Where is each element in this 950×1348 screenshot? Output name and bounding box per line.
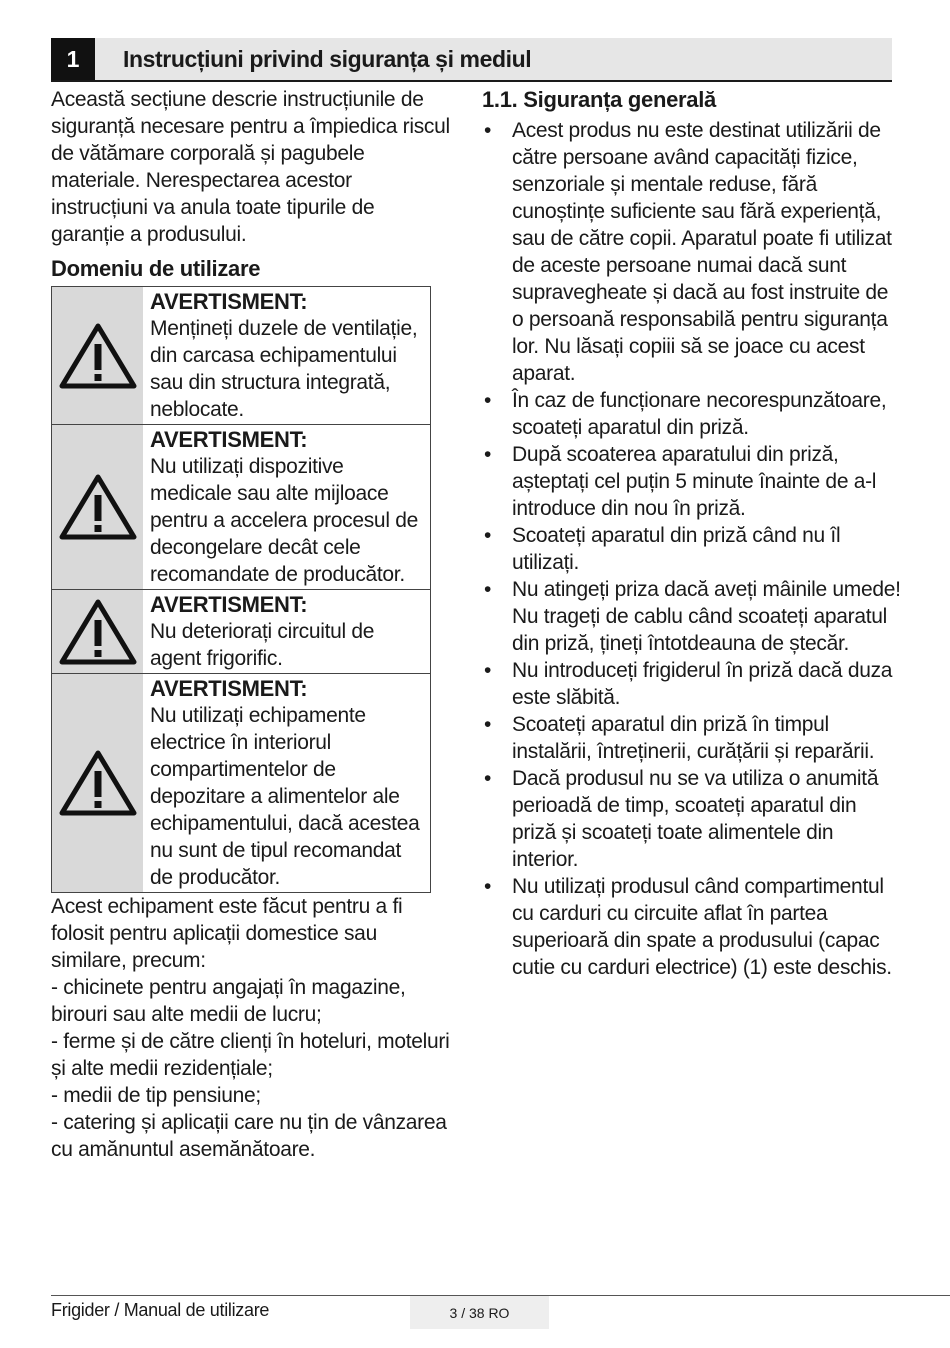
- warning-row: [52, 589, 430, 673]
- warning-text: Nu deteriorați circuitul de agent frigorific.: [150, 620, 375, 670]
- warning-row: [52, 424, 430, 589]
- warning-triangle-icon: [59, 749, 137, 817]
- safety-bullet-list: [482, 117, 902, 981]
- warning-text: Mențineți duzele de ventilație, din carcasa echipamentului sau din structura integrată, neblocate.: [150, 317, 418, 421]
- warning-label: AVERTISMENT:: [150, 592, 308, 617]
- intro-paragraph: Această secțiune descrie instrucțiunile de siguranță necesare pentru a împiedica riscul de vătămare corporală și pagubele materiale. Nerespectarea acestor instrucțiuni va anula toate tipurile de garanție a produsului.: [51, 88, 450, 246]
- warning-row: [52, 673, 430, 892]
- usage-item: - chicinete pentru angajați în magazine, birouri sau alte medii de lucru;: [51, 976, 406, 1026]
- list-item: • Acest produs nu este destinat utilizării de către persoane având capacități fizice, senzoriale și mentale reduse, fără cunoștințe suficiente sau fără experiență, sau de către copii. Aparatul poate fi utilizat de aceste persoane numai dacă sunt supravegheate și dacă au fost instruite de o persoană responsabilă pentru siguranța lor. Nu lăsați copiii să se joace cu acest aparat.: [484, 119, 892, 385]
- list-item: • După scoaterea aparatului din priză, așteptați cel puțin 5 minute înainte de a-l introduce din nou în priză.: [484, 443, 877, 520]
- page-number: 3 / 38 RO: [410, 1296, 549, 1329]
- section-number: 1: [51, 38, 95, 80]
- warning-triangle-icon: [59, 473, 137, 541]
- section-header: [51, 38, 892, 82]
- warning-label: AVERTISMENT:: [150, 289, 308, 314]
- usage-text: Acest echipament este făcut pentru a fi folosit pentru aplicații domestice sau similare, precum:: [51, 895, 403, 972]
- footer-manual-title: Frigider / Manual de utilizare: [51, 1300, 270, 1320]
- bullet-icon: •: [484, 524, 492, 547]
- warning-triangle-icon: [59, 598, 137, 666]
- bullet-icon: •: [484, 443, 492, 466]
- general-safety-heading: 1.1. Siguranța generală: [482, 87, 716, 112]
- section-title: Instrucțiuni privind siguranța și mediul: [123, 46, 532, 72]
- left-column: [51, 86, 451, 1163]
- right-column: [482, 86, 902, 981]
- bullet-icon: •: [484, 389, 492, 412]
- warning-text: Nu utilizați dispozitive medicale sau alte mijloace pentru a accelera procesul de decongelare decât cele recomandate de producător.: [150, 455, 418, 586]
- list-item: • Nu atingeți priza dacă aveți mâinile umede! Nu trageți de cablu când scoateți aparatul din priză, țineți întotdeauna de ștecăr.: [484, 578, 901, 655]
- list-item: • Nu utilizați produsul când compartimentul cu carduri cu circuite aflat în partea superioară din spate a produsului (capac cutie cu carduri electrice) (1) este deschis.: [484, 875, 892, 979]
- usage-item: - ferme și de către clienți în hoteluri, moteluri și alte medii rezidențiale;: [51, 1030, 450, 1080]
- bullet-icon: •: [484, 119, 492, 142]
- list-item: • Nu introduceți frigiderul în priză dacă duza este slăbită.: [484, 659, 893, 709]
- list-item: • În caz de funcționare necorespunzătoare, scoateți aparatul din priză.: [484, 389, 887, 439]
- usage-heading: Domeniu de utilizare: [51, 256, 261, 281]
- usage-item: - catering și aplicații care nu țin de vânzarea cu amănuntul asemănătoare.: [51, 1111, 447, 1161]
- warning-table: [51, 286, 431, 893]
- warning-label: AVERTISMENT:: [150, 676, 308, 701]
- warning-triangle-icon: [59, 322, 137, 390]
- warning-label: AVERTISMENT:: [150, 427, 308, 452]
- bullet-icon: •: [484, 875, 492, 898]
- bullet-icon: •: [484, 713, 492, 736]
- warning-text: Nu utilizați echipamente electrice în interiorul compartimentelor de depozitare a alimentelor ale echipamentului, dacă acestea nu sunt de tipul recomandat de producător.: [150, 704, 420, 889]
- list-item: • Scoateți aparatul din priză când nu îl utilizați.: [484, 524, 841, 574]
- bullet-icon: •: [484, 767, 492, 790]
- list-item: • Dacă produsul nu se va utiliza o anumită perioadă de timp, scoateți aparatul din priză și scoateți toate alimentele din interior.: [484, 767, 879, 871]
- bullet-icon: •: [484, 659, 492, 682]
- list-item: • Scoateți aparatul din priză în timpul instalării, întreținerii, curățării și reparării.: [484, 713, 875, 763]
- warning-row: [52, 287, 430, 424]
- bullet-icon: •: [484, 578, 492, 601]
- usage-item: - medii de tip pensiune;: [51, 1084, 261, 1107]
